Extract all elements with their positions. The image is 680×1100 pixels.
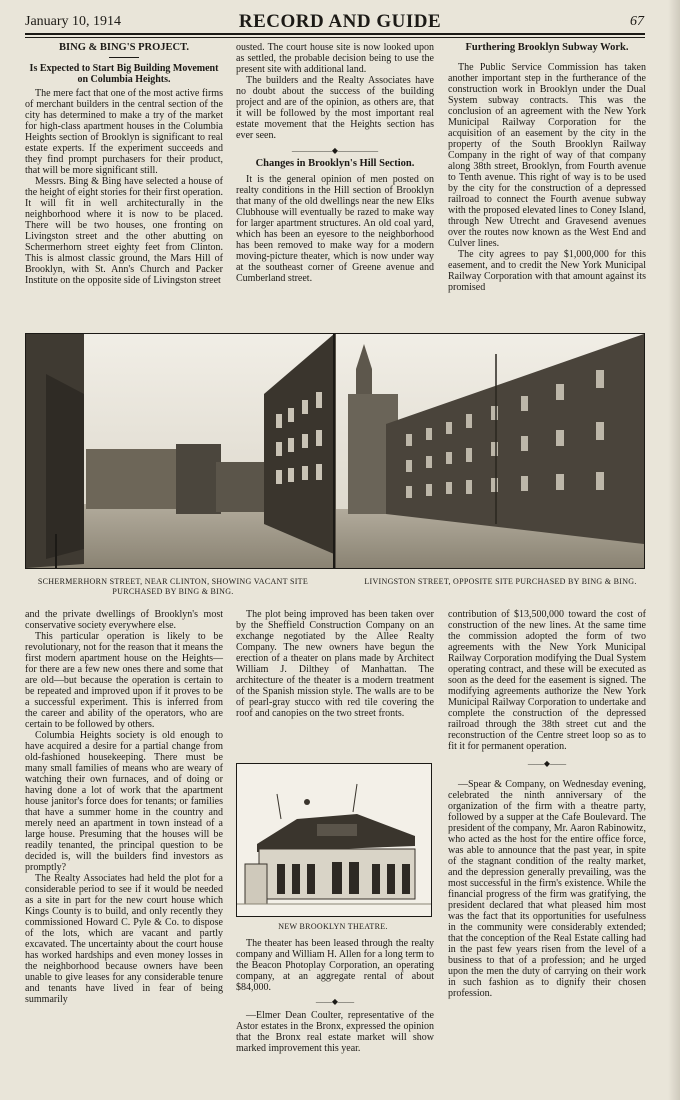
article-heading: BING & BING'S PROJECT. — [59, 42, 189, 53]
paragraph: The Realty Associates had held the plot for a considerable period to see if it would be needed as a site in part for the new court house which Kings County is to build, and only recently they commissioned Howard C. Pyle & Co. to dispose of the lots, which are vacant and partly excavated. The uncertainty about the court house has worked hardships and even money losses in the neighborhood because owners have been unable to give leases for any considerable tenure and tenants have lived in fear of being summarily — [25, 873, 223, 1005]
paragraph: and the private dwellings of Brooklyn's most conservative society everywhere else. — [25, 609, 223, 631]
paragraph: contribution of $13,500,000 toward the cost of construction of the new lines. At the same time the commission adopted the form of two agreements with the New York Municipal Railway Corporation modifying the Dual System operating contract, and these will be executed as soon as the deed for the easement is signed. The modifying agreements authorize the New York Municipal Railway Corporation to undertake and complete the construction of the depressed railroad through the 38th street cut and the reconstruction of the Centre street loop so as to fit it for permanent operation. — [448, 609, 646, 752]
article-continued-column — [236, 42, 434, 284]
section-heading: Changes in Brooklyn's Hill Section. — [255, 158, 415, 169]
paragraph: The builders and the Realty Associates have no doubt about the success of the building project and are of the opinion, as others are, that it will be followed by the most important real estate movement that the Heights section has ever seen. — [236, 75, 434, 141]
article-subway-column — [448, 42, 646, 293]
paragraph: This particular operation is likely to be revolutionary, not for the reason that it means the first modern apartment house on the Heights—for there are a few new ones there and some that are old—but because the operation is certain to be repeated and improved upon if it proves to be a successful experiment. This is inferred from the career and ability of the operators, who are certain to be followed by others. — [25, 631, 223, 730]
paragraph: Messrs. Bing & Bing have selected a house of the height of eight stories for their first operation. It will fit in well architecturally in the neighborhood where it is now to be placed. There will be two houses, one fronting on Livingston street and the other abutting on Schermerhorn street eighty feet from Clinton. This is almost classic ground, the Mars Hill of Brooklyn, with St. Ann's Church and Packer Institute on the opposite side of Livingston street — [25, 176, 224, 286]
page-number: 67 — [630, 14, 644, 29]
paragraph: The theater has been leased through the realty company and William H. Allen for a long term to the Beacon Photoplay Corporation, an operating company, at an aggregate rental of about $84,000. — [236, 938, 434, 993]
page-edge — [668, 0, 680, 1100]
section-separator: ——◆—— — [527, 759, 567, 768]
theatre-illustration — [236, 763, 432, 917]
photo-caption-right: LIVINGSTON STREET, OPPOSITE SITE PURCHASED BY BING & BING. — [364, 577, 637, 586]
issue-date: January 10, 1914 — [25, 14, 122, 29]
paragraph: —Spear & Company, on Wednesday evening, celebrated the ninth anniversary of the organization of the firm with a theatre party, followed by a supper at the Cafe Boulevard. The president of the company, Mr. Aaron Rabinowitz, who acted as the host for the entire office force, was able to announce that the past year, in spite of the stagnant condition of the realty market, and the depression generally prevailing, was the most successful in the firm's existence. While the financial progress of the firm was gratifying, the president declared that what pleased him most was the fact that its opportunities for usefulness in the community were considerably extended; that the conception of the Real Estate calling had in the past few years risen from the level of a business to that of a profession; and he urged upon the men the duty of carrying on their work in such fashion as to dignify their chosen profession. — [448, 779, 646, 999]
theatre-caption: NEW BROOKLYN THEATRE. — [278, 922, 388, 931]
header-rule-thin — [25, 37, 645, 38]
paragraph: —Elmer Dean Coulter, representative of the Astor estates in the Bronx, expressed the opinion that the Bronx real estate market will show marked improvement this year. — [236, 1010, 434, 1054]
paragraph: The city agrees to pay $1,000,000 for this easement, and to credit the New York Municipal Railway Corporation with that amount against its promised — [448, 249, 646, 293]
street-photographs-drawing — [26, 334, 644, 568]
paragraph: The mere fact that one of the most active firms of merchant builders in the central section of the city has determined to make a try of the market for high-class apartment houses in the Columbia Heights section of Brooklyn is significant to real estate experts. If the experiment succeeds and they find prompt purchasers for their product, that will be more significant still. — [25, 88, 223, 176]
header-rule — [25, 33, 645, 35]
theater-column-top — [236, 609, 434, 719]
subway-continued-column — [448, 609, 646, 999]
theater-column-bottom — [236, 938, 434, 1054]
article-bing-column — [25, 42, 223, 286]
section-separator: —————◆————— — [291, 146, 379, 155]
divider — [109, 57, 139, 58]
paragraph: ousted. The court house site is now looked upon as settled, the probable decision being to use the present site with additional land. — [236, 42, 434, 75]
section-separator: ——◆—— — [315, 997, 355, 1006]
paragraph: The plot being improved has been taken over by the Sheffield Construction Company on an exchange negotiated by the Allee Realty Company. The new owners have begun the erection of a theater on plans made by Architect William J. Dilthey of Manhattan. The architecture of the theater is a modern treatment of the Spanish mission style. The walls are to be of pearl-gray stucco with red tile covering the roof and canopies on the two street fronts. — [236, 609, 434, 719]
article-bing-continued — [25, 609, 223, 1005]
photo-caption-left: SCHERMERHORN STREET, NEAR CLINTON, SHOWING VACANT SITE PURCHASED BY BING & BING. — [37, 577, 309, 596]
publication-title: RECORD AND GUIDE — [238, 11, 442, 32]
theatre-drawing — [237, 764, 431, 916]
article-heading: Furthering Brooklyn Subway Work. — [465, 42, 629, 53]
paragraph: The Public Service Commission has taken another important step in the furtherance of the construction work in Brooklyn under the Dual System subway contracts. This was the conclusion of an agreement with the New York Municipal Railway Corporation for the acquisition of an easement by the city in the property of the South Brooklyn Railway Company in the right of way of that company along 38th street, Brooklyn, from Fourth avenue to Tenth avenue. This right of way is to be used by the city for the construction of a depressed railroad to connect the Fourth avenue subway with the proposed elevated lines to Coney Island, through New Utrecht and Gravesend avenues over the routes now known as the West End and Culver lines. — [448, 62, 646, 249]
article-subheading: Is Expected to Start Big Building Movement on Columbia Heights. — [29, 63, 219, 85]
street-photographs — [25, 333, 645, 569]
paragraph: It is the general opinion of men posted on realty conditions in the Hill section of Brooklyn that many of the old dwellings near the new Elks Clubhouse will eventually be razed to make way for larger apartment structures. An old coal yard, which has been an eyesore to the neighborhood has been removed to make way for a modern moving-picture theater, which is now under way at the southeast corner of Greene avenue and Cumberland street. — [236, 174, 434, 284]
paragraph: Columbia Heights society is old enough to have acquired a desire for a partial change from old-fashioned housekeeping. There must be many small families of means who are weary of watching their own furnaces, and of doing or having done a lot of work that the apartment house janitor's force does for tenants; or families that have a summer home in the country and merely need an apartment in town instead of a large house. Presuming that the houses will be readily tenanted, the principal question to be decided is, will the builders find investors as promptly? — [25, 730, 223, 873]
